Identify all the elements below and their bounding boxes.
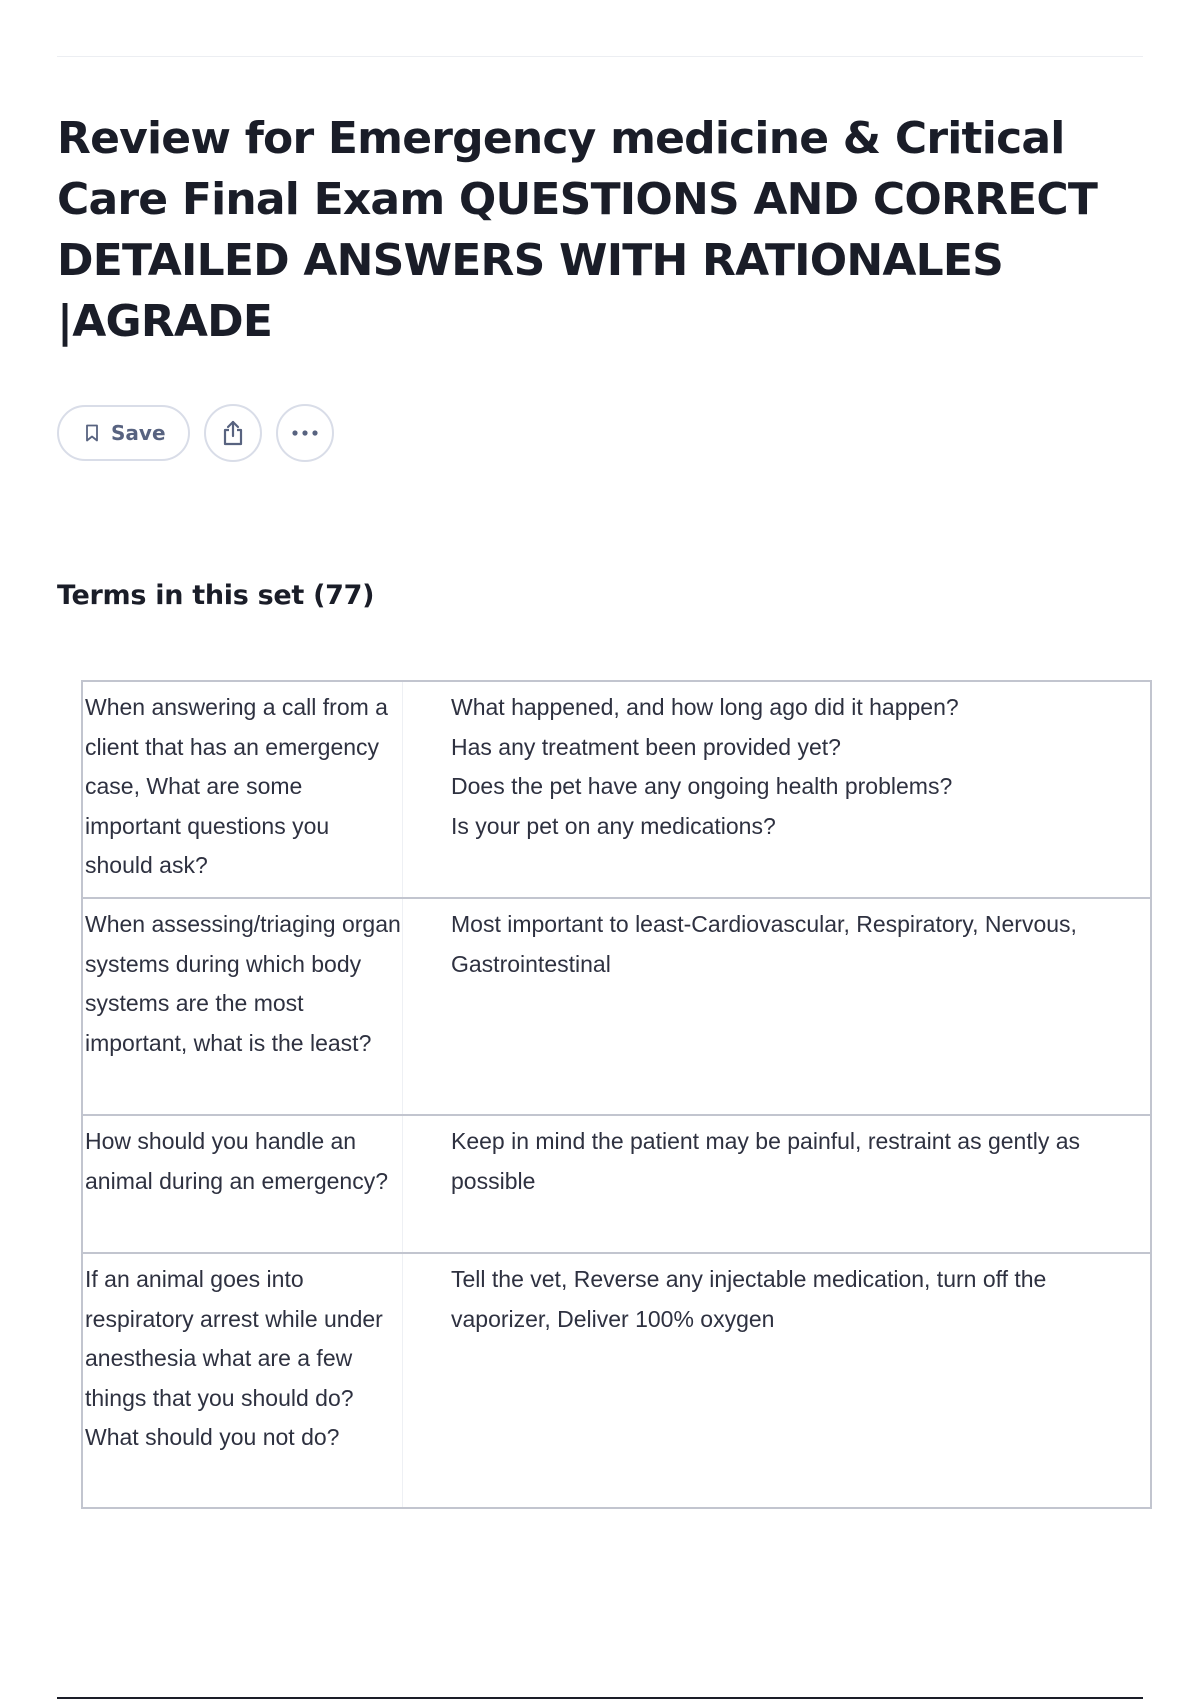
term-text: When assessing/triaging organ systems during which body systems are the most important, what is the least?: [83, 899, 403, 1114]
save-button[interactable]: [57, 405, 190, 461]
definition-line: Keep in mind the patient may be painful, restraint as gently as possible: [451, 1128, 1081, 1194]
term-card: [83, 1254, 1150, 1507]
terms-table: [81, 680, 1152, 1509]
action-bar: [57, 404, 348, 462]
definition-text: [403, 1254, 1150, 1507]
definition-text: [403, 1116, 1150, 1252]
page-title: Review for Emergency medicine & Critical Care Final Exam QUESTIONS AND CORRECT DETAILED ANSWERS WITH RATIONALES |AGRADE: [57, 113, 1098, 347]
top-divider: [57, 56, 1143, 57]
term-card: [83, 682, 1150, 899]
definition-text: [403, 682, 1150, 897]
more-options-button[interactable]: [276, 404, 334, 462]
bookmark-icon: [85, 424, 99, 442]
definition-line: Most important to least-Cardiovascular, Respiratory, Nervous, Gastrointestinal: [451, 911, 1077, 977]
save-label: Save: [111, 421, 166, 445]
term-text: If an animal goes into respiratory arrest while under anesthesia what are a few things that you should do? What should you not do?: [83, 1254, 403, 1507]
definition-line: Tell the vet, Reverse any injectable medication, turn off the vaporizer, Deliver 100% oxygen: [451, 1266, 1047, 1332]
bottom-divider: [57, 1697, 1143, 1699]
definition-line: What happened, and how long ago did it happen?: [451, 694, 959, 720]
definition-line: Does the pet have any ongoing health problems?: [451, 773, 953, 799]
more-icon: [291, 429, 319, 437]
terms-heading: Terms in this set (77): [57, 580, 375, 611]
share-button[interactable]: [204, 404, 262, 462]
definition-line: Is your pet on any medications?: [451, 812, 776, 839]
definition-text: [403, 899, 1150, 1114]
definition-line: Has any treatment been provided yet?: [451, 733, 841, 760]
term-text: How should you handle an animal during an emergency?: [83, 1116, 403, 1252]
term-text: When answering a call from a client that has an emergency case, What are some important questions you should ask?: [83, 682, 403, 897]
term-card: [83, 899, 1150, 1116]
term-card: [83, 1116, 1150, 1254]
share-icon: [220, 419, 246, 447]
